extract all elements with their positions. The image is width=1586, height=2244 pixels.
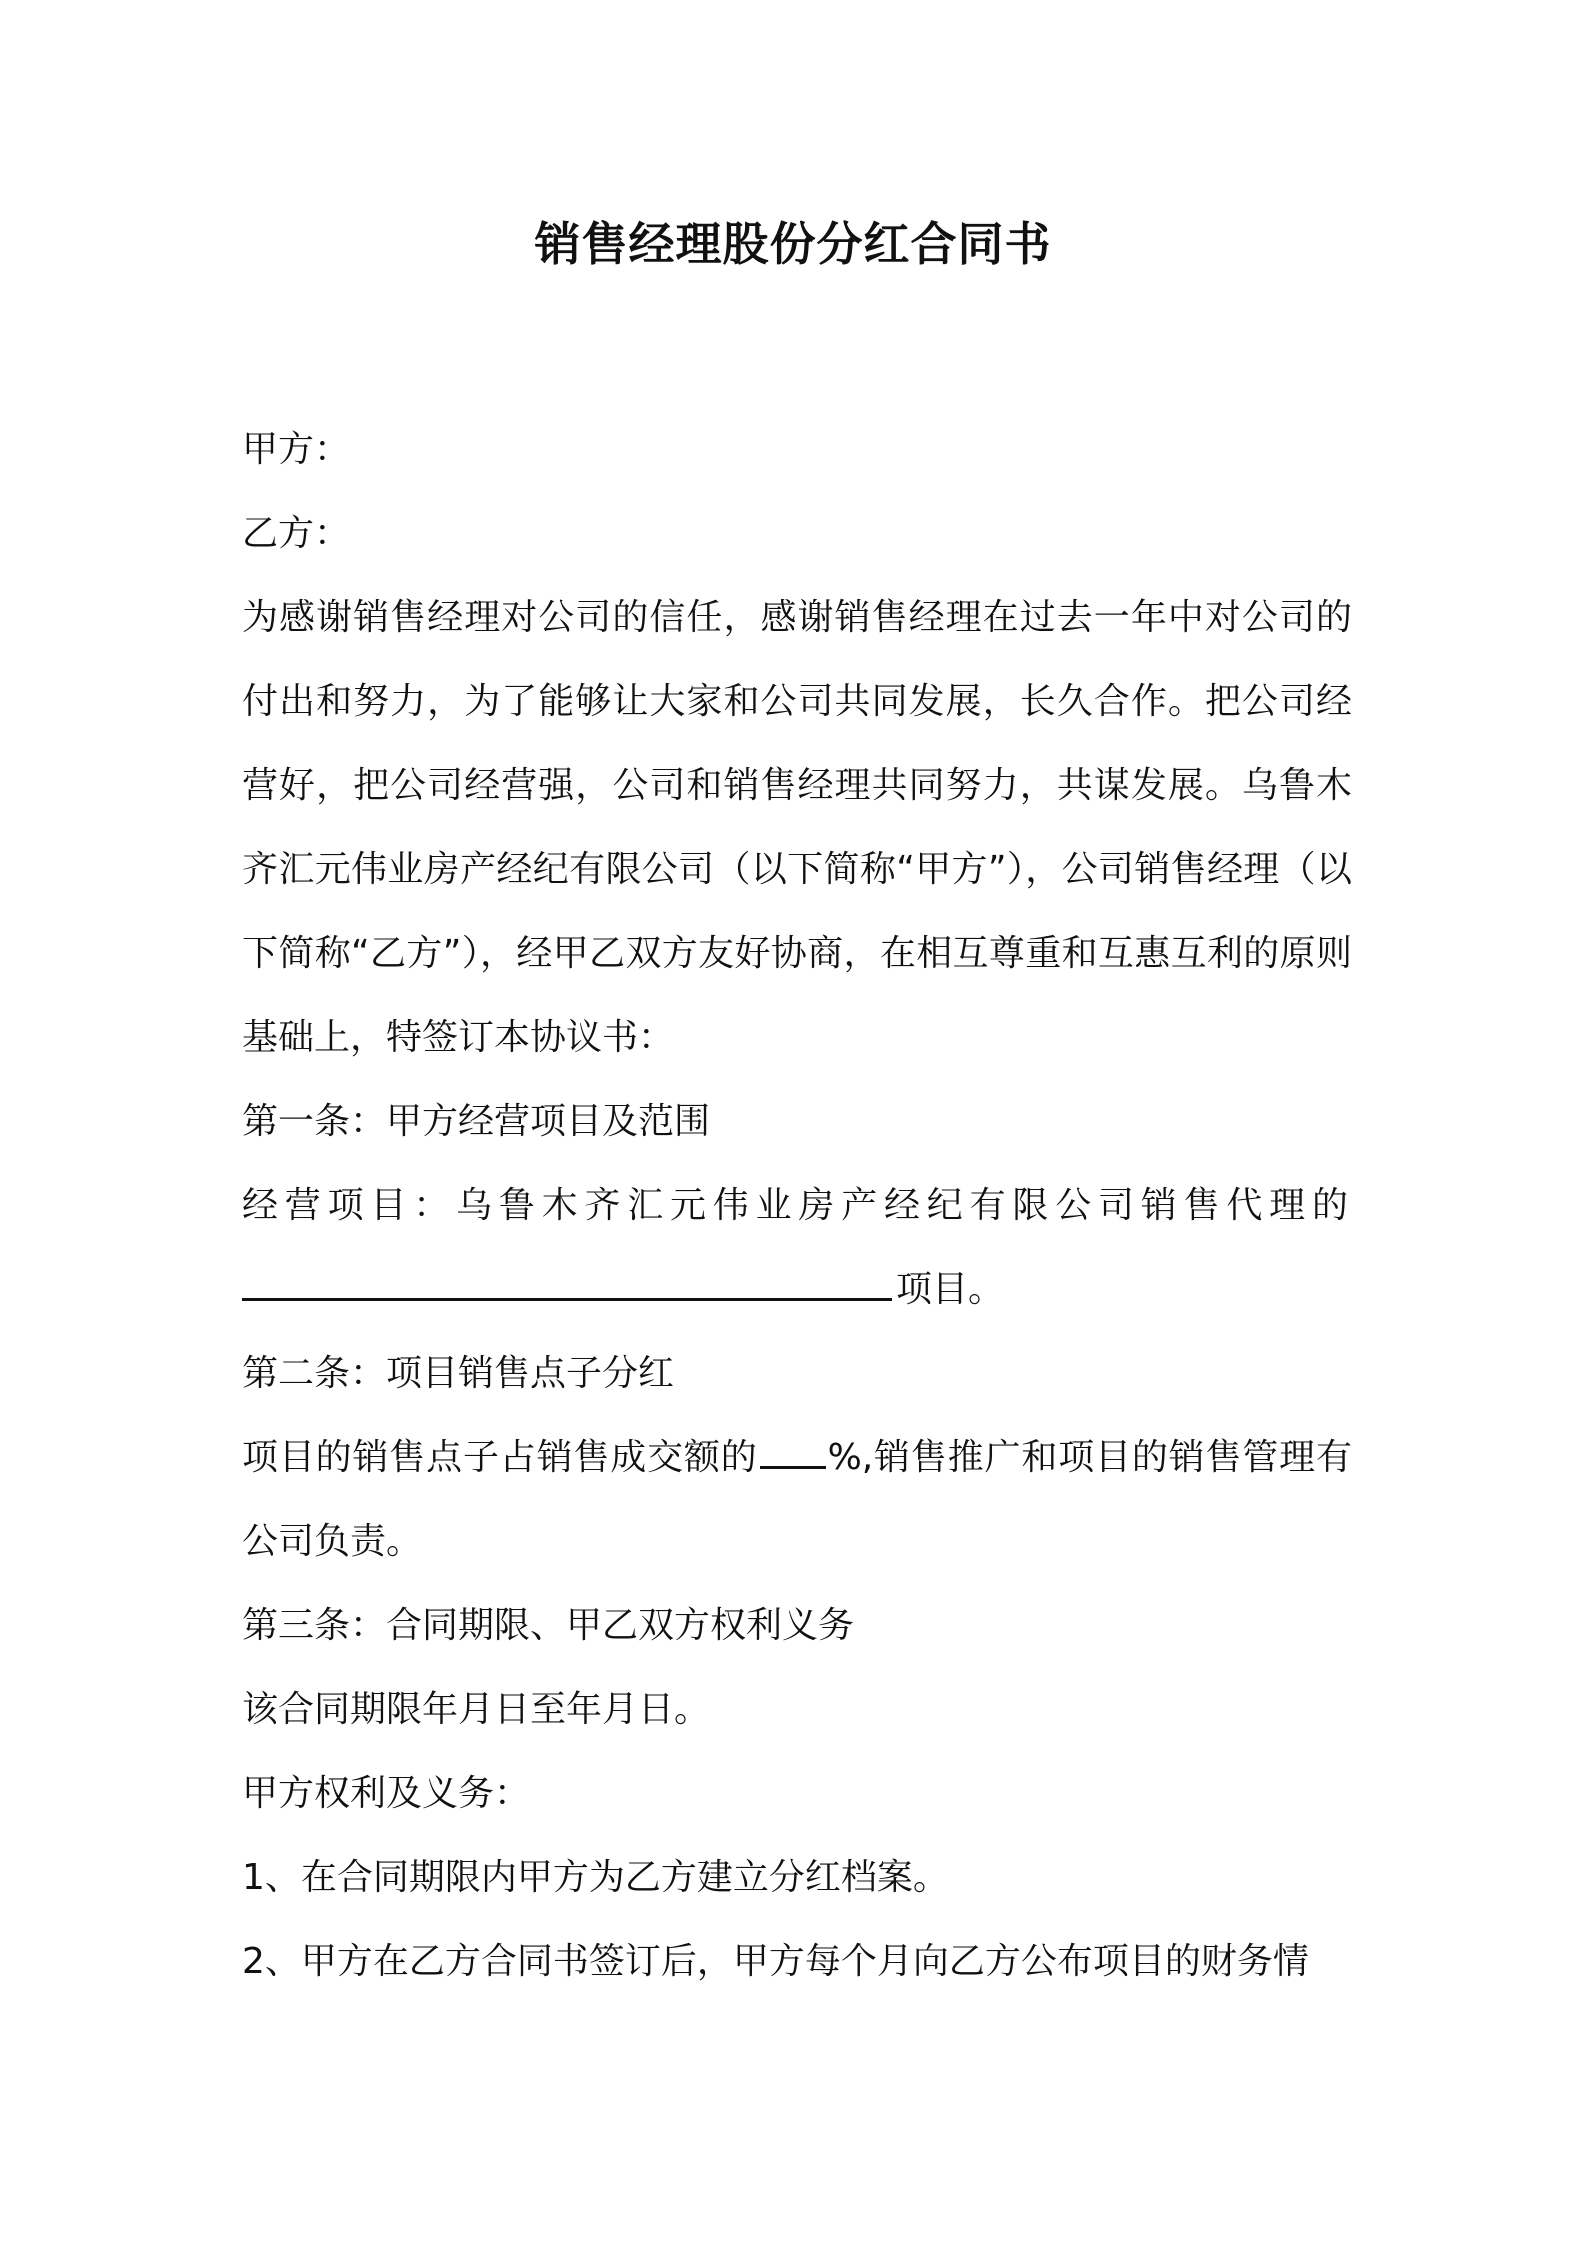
article-1-suffix: 项目。 xyxy=(896,1269,1005,1310)
intro-paragraph: 为感谢销售经理对公司的信任，感谢销售经理在过去一年中对公司的付出和努力，为了能够让大家和公司共同发展，长久合作。把公司经营好，把公司经营强，公司和销售经理共同努力，共谋发展。乌鲁木齐汇元伟业房产经纪有限公司（以下简称“甲方”），公司销售经理（以下简称“乙方”），经甲乙双方友好协商，在相互尊重和互惠互利的原则基础上，特签订本协议书： xyxy=(242,597,1352,1058)
article-2-text-before: 项目的销售点子占销售成交额的 xyxy=(242,1437,758,1478)
article-2-paragraph xyxy=(242,1416,1352,1584)
article-3-heading: 第三条：合同期限、甲乙双方权利义务 xyxy=(242,1605,855,1646)
document-body xyxy=(242,408,1352,2004)
article-2-text-after: %,销售推广和项目的销售管理有公司负责。 xyxy=(242,1437,1352,1562)
article-1-text: 经营项目：乌鲁木齐汇元伟业房产经纪有限公司销售代理的 xyxy=(242,1185,1352,1226)
list-item: 2、甲方在乙方合同书签订后，甲方每个月向乙方公布项目的财务情 xyxy=(242,1941,1309,1982)
article-2-heading: 第二条：项目销售点子分红 xyxy=(242,1353,675,1394)
article-1-heading: 第一条：甲方经营项目及范围 xyxy=(242,1101,711,1142)
document-title: 销售经理股份分红合同书 xyxy=(534,217,1052,271)
article-1-project-line xyxy=(242,1248,1352,1332)
percentage-blank xyxy=(760,1426,826,1469)
list-item: 1、在合同期限内甲方为乙方建立分红档案。 xyxy=(242,1857,949,1898)
party-a-rights-heading: 甲方权利及义务： xyxy=(242,1773,531,1814)
party-b-line: 乙方： xyxy=(242,513,351,554)
contract-term-line: 该合同期限年月日至年月日。 xyxy=(242,1689,711,1730)
project-name-blank xyxy=(242,1258,892,1301)
party-a-line: 甲方： xyxy=(242,429,351,470)
